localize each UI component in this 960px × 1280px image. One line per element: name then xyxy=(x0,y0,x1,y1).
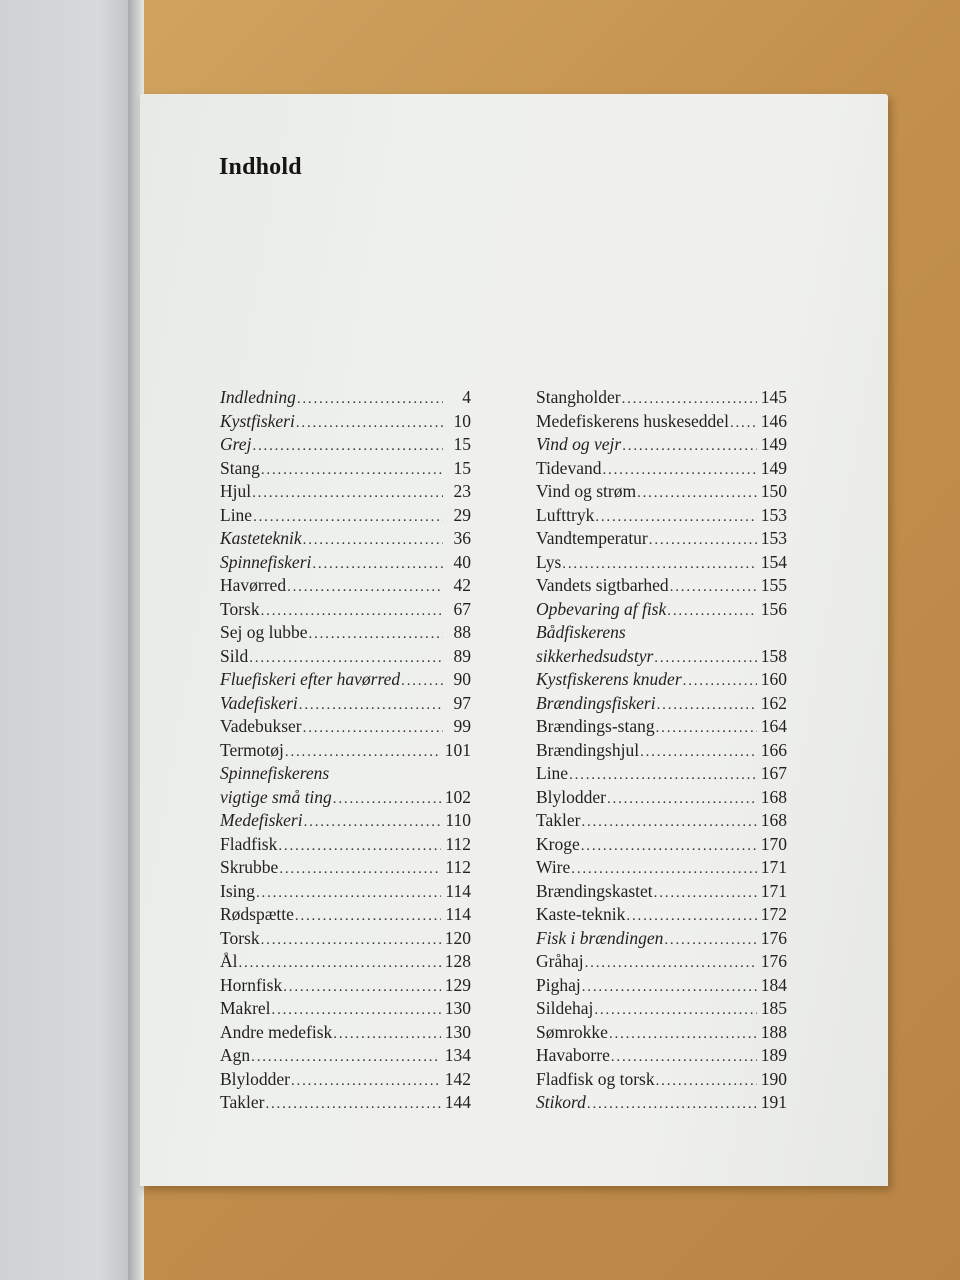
toc-entry-page: 102 xyxy=(444,786,471,807)
toc-entry-label: Kasteteknik xyxy=(220,528,302,548)
toc-entry-label: Agn xyxy=(220,1045,251,1065)
toc-entry-page: 176 xyxy=(760,927,787,948)
toc-entry xyxy=(536,763,787,787)
dot-leader xyxy=(595,509,756,526)
toc-entry xyxy=(536,599,787,623)
toc-entry-page: 36 xyxy=(453,528,471,548)
toc-entry-label: Havørred xyxy=(220,575,287,595)
dot-leader xyxy=(296,415,443,432)
toc-entry xyxy=(536,928,787,952)
toc-entry-label: Pighaj xyxy=(536,974,581,995)
dot-leader xyxy=(239,955,441,972)
dot-leader xyxy=(664,932,756,949)
toc-entry xyxy=(536,552,787,576)
toc-entry-label: Vandets sigtbarhed xyxy=(536,575,669,595)
dot-leader xyxy=(667,603,756,620)
toc-entry xyxy=(536,904,787,928)
toc-entry xyxy=(220,881,471,905)
toc-entry xyxy=(220,716,471,740)
toc-entry-label: Torsk xyxy=(220,927,260,948)
toc-entry xyxy=(536,787,787,811)
toc-entry xyxy=(220,1045,471,1069)
toc-entry-page: 170 xyxy=(760,833,787,854)
toc-entry-page: 4 xyxy=(462,387,471,407)
toc-entry-page: 130 xyxy=(444,998,471,1018)
toc-entry-page: 172 xyxy=(760,904,787,924)
dot-leader xyxy=(299,697,443,714)
toc-entry-label: Hjul xyxy=(220,481,252,501)
toc-entry xyxy=(536,810,787,834)
toc-entry-page: 40 xyxy=(453,551,471,572)
toc-entry xyxy=(536,575,787,599)
toc-entry xyxy=(536,716,787,740)
toc-entry-page: 110 xyxy=(445,810,471,830)
toc-entry xyxy=(220,434,471,458)
toc-entry-label: Vind og strøm xyxy=(536,481,637,501)
toc-entry-label: Lufttryk xyxy=(536,504,595,525)
toc-entry xyxy=(536,1069,787,1093)
toc-entry xyxy=(220,599,471,623)
dot-leader xyxy=(333,1026,440,1043)
toc-entry xyxy=(220,975,471,999)
toc-entry xyxy=(220,998,471,1022)
toc-entry-page: 114 xyxy=(445,904,471,924)
toc-entry-page: 168 xyxy=(760,810,787,830)
toc-entry xyxy=(536,387,787,411)
toc-entry-page: 128 xyxy=(444,951,471,971)
toc-entry-label: Havaborre xyxy=(536,1045,610,1065)
dot-leader xyxy=(654,885,757,902)
dot-leader xyxy=(333,791,441,808)
toc-entry-page: 190 xyxy=(760,1068,787,1089)
toc-entry-page: 142 xyxy=(444,1068,471,1089)
dot-leader xyxy=(272,1002,441,1019)
toc-entry-label: Termotøj xyxy=(220,739,284,760)
toc-entry xyxy=(220,505,471,529)
toc-entry-label: Vadefiskeri xyxy=(220,692,298,713)
toc-entry-label: Sild xyxy=(220,645,249,666)
dot-leader xyxy=(585,955,757,972)
toc-entry-page: 171 xyxy=(760,880,787,901)
toc-entry xyxy=(536,505,787,529)
toc-column-left xyxy=(220,387,471,1116)
dot-leader xyxy=(285,744,441,761)
toc-entry-label: Vadebukser xyxy=(220,716,302,736)
toc-entry-label: Stang xyxy=(220,457,260,478)
toc-entry-label: Blylodder xyxy=(220,1068,290,1089)
toc-entry-label: Takler xyxy=(536,810,581,830)
dot-leader xyxy=(297,391,443,408)
toc-entry-label: Vandtemperatur xyxy=(536,528,648,548)
dot-leader xyxy=(654,650,756,667)
toc-entry-label: Wire xyxy=(536,857,571,877)
toc-entry xyxy=(220,928,471,952)
toc-entry xyxy=(536,434,787,458)
toc-entry xyxy=(220,787,471,811)
toc-entry-label: Spinnefiskeri xyxy=(220,551,312,572)
toc-entry xyxy=(220,528,471,552)
dot-leader xyxy=(303,532,443,549)
toc-entry-page: 67 xyxy=(453,598,471,619)
toc-entry-label: Hornfisk xyxy=(220,974,283,995)
toc-entry-label: Brændingsfiskeri xyxy=(536,692,656,713)
toc-entry-page: 29 xyxy=(453,504,471,525)
toc-entry-page: 112 xyxy=(445,833,471,854)
toc-entry xyxy=(220,693,471,717)
dot-leader xyxy=(278,838,441,855)
toc-entry xyxy=(220,387,471,411)
toc-entry-page: 130 xyxy=(444,1021,471,1042)
dot-leader xyxy=(657,697,757,714)
dot-leader xyxy=(622,438,757,455)
dot-leader xyxy=(581,814,756,831)
toc-entry-label: Andre medefisk xyxy=(220,1021,333,1042)
toc-entry-page: 15 xyxy=(453,457,471,478)
toc-entry-page: 191 xyxy=(760,1092,787,1112)
toc-entry xyxy=(220,1022,471,1046)
toc-entry xyxy=(220,834,471,858)
toc-entry-label: Brændingskastet xyxy=(536,880,653,901)
toc-entry-label: Blylodder xyxy=(536,786,606,807)
toc-entry-label: Brændings-stang xyxy=(536,716,655,736)
toc-entry-page: 89 xyxy=(453,645,471,666)
toc-entry-label: Sej og lubbe xyxy=(220,622,308,642)
dot-leader xyxy=(602,462,756,479)
toc-entry xyxy=(536,528,787,552)
toc-entry-page: 144 xyxy=(444,1092,471,1112)
dot-leader xyxy=(683,673,757,690)
toc-entry-page: 168 xyxy=(760,786,787,807)
dot-leader xyxy=(251,1049,441,1066)
dot-leader xyxy=(730,415,757,432)
toc-entry-label: Kystfiskeri xyxy=(220,410,295,431)
toc-entry-page: 145 xyxy=(760,387,787,407)
toc-entry-label: Kystfiskerens knuder xyxy=(536,669,682,689)
toc-entry-page: 156 xyxy=(760,598,787,619)
dot-leader xyxy=(571,861,756,878)
toc-entry-label: Sildehaj xyxy=(536,998,594,1018)
toc-entry xyxy=(220,810,471,834)
toc-entry-page: 188 xyxy=(760,1021,787,1042)
toc-entry-page: 155 xyxy=(760,575,787,595)
toc-entry-page: 99 xyxy=(453,716,471,736)
dot-leader xyxy=(295,908,441,925)
toc-entry-label: Stangholder xyxy=(536,387,621,407)
toc-column-right xyxy=(536,387,787,1116)
toc-entry-label: Vind og vejr xyxy=(536,434,622,454)
dot-leader xyxy=(252,485,443,502)
toc-entry-page: 10 xyxy=(453,410,471,431)
dot-leader xyxy=(581,838,757,855)
toc-entry-label: Kroge xyxy=(536,833,580,854)
dot-leader xyxy=(261,932,441,949)
dot-leader xyxy=(304,814,442,831)
toc-entry xyxy=(536,646,787,670)
toc-entry xyxy=(220,1069,471,1093)
book-page xyxy=(140,94,888,1186)
dot-leader xyxy=(261,462,443,479)
dot-leader xyxy=(582,979,757,996)
toc-entry-label: Grej xyxy=(220,434,252,454)
dot-leader xyxy=(587,1096,757,1113)
toc-entry-page: 153 xyxy=(760,528,787,548)
toc-entry-page: 149 xyxy=(760,434,787,454)
toc-entry-label: Makrel xyxy=(220,998,271,1018)
dot-leader xyxy=(670,579,757,596)
toc-entry-page: 129 xyxy=(444,974,471,995)
toc-entry-label: Stikord xyxy=(536,1092,586,1112)
dot-leader xyxy=(649,532,757,549)
toc-entry-label: Rødspætte xyxy=(220,904,294,924)
dot-leader xyxy=(261,603,443,620)
toc-entry-page: 120 xyxy=(444,927,471,948)
toc-entry xyxy=(220,951,471,975)
toc-entry xyxy=(220,552,471,576)
dot-leader xyxy=(283,979,441,996)
toc-entry xyxy=(220,763,471,787)
toc-entry-page: 153 xyxy=(760,504,787,525)
dot-leader xyxy=(656,1073,757,1090)
toc-entry-page: 23 xyxy=(453,481,471,501)
toc-entry-page: 146 xyxy=(760,410,787,431)
toc-entry-page: 150 xyxy=(760,481,787,501)
toc-entry-label: Sømrokke xyxy=(536,1021,608,1042)
toc-entry xyxy=(220,857,471,881)
toc-entry-page: 149 xyxy=(760,457,787,478)
toc-entry-label: Takler xyxy=(220,1092,265,1112)
toc-entry-page: 88 xyxy=(453,622,471,642)
toc-entry-page: 167 xyxy=(760,763,787,783)
toc-entry xyxy=(536,951,787,975)
toc-entry-label: Medefiskerens huskeseddel xyxy=(536,410,729,431)
toc-entry xyxy=(536,481,787,505)
toc-entry xyxy=(220,575,471,599)
toc-entry-label: Brændingshjul xyxy=(536,739,640,760)
toc-entry-page: 162 xyxy=(760,692,787,713)
toc-entry-page: 134 xyxy=(444,1045,471,1065)
toc-entry-label: Fisk i brændingen xyxy=(536,927,664,948)
toc-entry-page: 90 xyxy=(453,669,471,689)
toc-entry-label: vigtige små ting xyxy=(220,786,332,807)
dot-leader xyxy=(291,1073,441,1090)
toc-entry-label: Line xyxy=(536,763,569,783)
dot-leader xyxy=(656,720,757,737)
dot-leader xyxy=(252,438,443,455)
toc-entry-label: Fluefiskeri efter havørred xyxy=(220,669,401,689)
page-title: Indhold xyxy=(219,154,302,180)
toc-entry-label: Fladfisk og torsk xyxy=(536,1068,655,1089)
toc-entry xyxy=(536,857,787,881)
dot-leader xyxy=(309,626,444,643)
toc-entry-page: 112 xyxy=(445,857,471,877)
toc-entry-label: Gråhaj xyxy=(536,951,584,971)
toc-entry xyxy=(220,481,471,505)
dot-leader xyxy=(607,791,757,808)
toc-entry-page: 15 xyxy=(453,434,471,454)
toc-entry xyxy=(536,834,787,858)
toc-entry-page: 158 xyxy=(760,645,787,666)
dot-leader xyxy=(640,744,757,761)
toc-entry-label: Fladfisk xyxy=(220,833,278,854)
toc-entry-page: 189 xyxy=(760,1045,787,1065)
dot-leader xyxy=(303,720,443,737)
toc-entry xyxy=(536,1022,787,1046)
toc-entry xyxy=(220,411,471,435)
toc-entry xyxy=(536,622,787,646)
toc-entry xyxy=(220,646,471,670)
dot-leader xyxy=(312,556,443,573)
toc-entry-label: Tidevand xyxy=(536,457,602,478)
toc-entry-page: 184 xyxy=(760,974,787,995)
toc-entry-label: Line xyxy=(220,504,253,525)
toc-entry xyxy=(536,1045,787,1069)
left-page xyxy=(0,0,140,1280)
dot-leader xyxy=(279,861,441,878)
toc-entry-label: Spinnefiskerens xyxy=(220,763,330,783)
toc-entry-page: 166 xyxy=(760,739,787,760)
dot-leader xyxy=(256,885,441,902)
dot-leader xyxy=(287,579,443,596)
dot-leader xyxy=(609,1026,757,1043)
toc-entry-label: Indledning xyxy=(220,387,296,407)
toc-entry-label: Opbevaring af fisk xyxy=(536,598,667,619)
toc-entry-page: 160 xyxy=(760,669,787,689)
toc-entry-page: 171 xyxy=(760,857,787,877)
toc-entry-label: Kaste-teknik xyxy=(536,904,626,924)
dot-leader xyxy=(569,767,757,784)
toc-entry xyxy=(536,975,787,999)
toc-entry-page: 42 xyxy=(453,575,471,595)
toc-entry-label: Medefiskeri xyxy=(220,810,303,830)
toc-entry-page: 97 xyxy=(453,692,471,713)
toc-entry-label: Lys xyxy=(536,551,562,572)
toc-entry-label: Ål xyxy=(220,951,238,971)
toc-entry xyxy=(220,904,471,928)
dot-leader xyxy=(249,650,443,667)
dot-leader xyxy=(265,1096,440,1113)
toc-entry xyxy=(220,740,471,764)
dot-leader xyxy=(637,485,757,502)
toc-entry xyxy=(536,998,787,1022)
toc-entry-page: 101 xyxy=(444,739,471,760)
dot-leader xyxy=(562,556,756,573)
toc-entry-label: Bådfiskerens xyxy=(536,622,626,642)
dot-leader xyxy=(626,908,756,925)
toc-entry-page: 154 xyxy=(760,551,787,572)
toc-entry xyxy=(536,669,787,693)
toc-entry xyxy=(536,693,787,717)
dot-leader xyxy=(594,1002,756,1019)
toc-entry xyxy=(220,669,471,693)
toc-entry-label: Torsk xyxy=(220,598,260,619)
dot-leader xyxy=(622,391,757,408)
toc-entry xyxy=(536,1092,787,1116)
dot-leader xyxy=(401,673,443,690)
toc-entry xyxy=(536,458,787,482)
toc-entry-page: 114 xyxy=(445,880,471,901)
toc-entry-label: Skrubbe xyxy=(220,857,279,877)
toc-entry-page: 176 xyxy=(760,951,787,971)
toc-entry xyxy=(220,1092,471,1116)
toc-entry xyxy=(536,740,787,764)
toc-entry-label: Ising xyxy=(220,880,255,901)
toc-entry xyxy=(220,622,471,646)
dot-leader xyxy=(253,509,443,526)
toc-entry-label: sikkerhedsudstyr xyxy=(536,645,654,666)
toc-entry-page: 185 xyxy=(760,998,787,1018)
toc-entry xyxy=(536,411,787,435)
toc-entry xyxy=(220,458,471,482)
dot-leader xyxy=(611,1049,757,1066)
toc-entry-page: 164 xyxy=(760,716,787,736)
toc-entry xyxy=(536,881,787,905)
